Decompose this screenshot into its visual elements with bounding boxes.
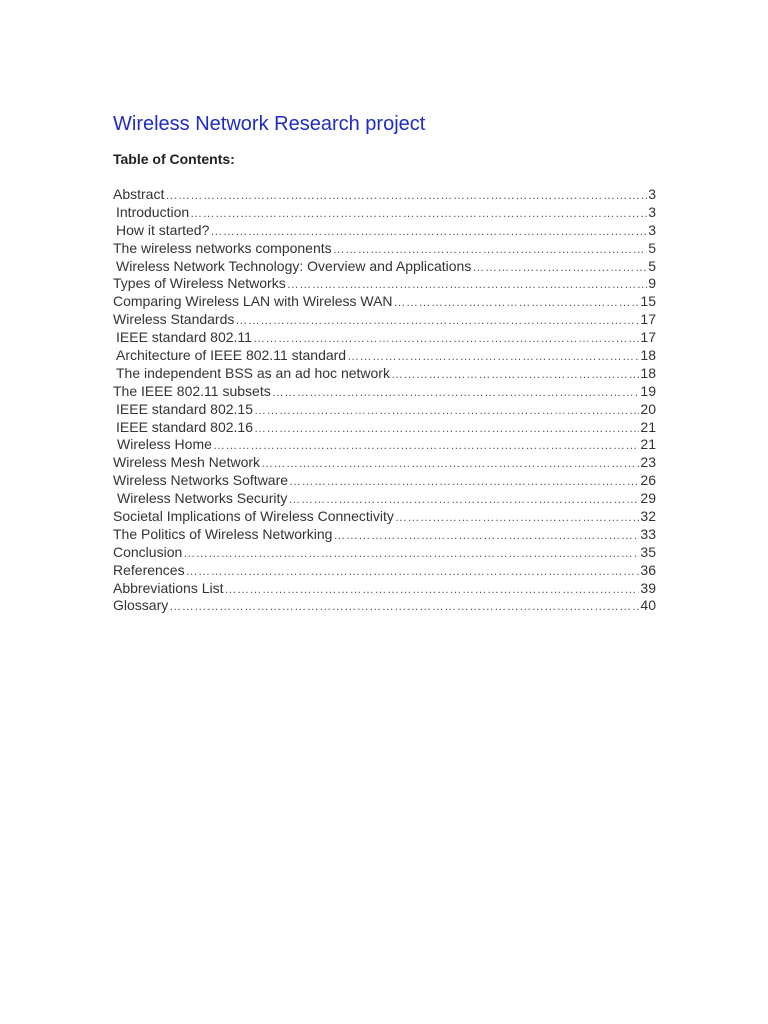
toc-entry-page-number: 17 xyxy=(640,329,656,346)
toc-entry-title: IEEE standard 802.11 xyxy=(116,329,252,346)
toc-dot-leader xyxy=(225,581,640,598)
toc-entry-page-number: 39 xyxy=(640,579,656,596)
toc-entry-title: Wireless Network Technology: Overview and Applications xyxy=(116,257,472,274)
toc-entry[interactable] xyxy=(113,472,656,490)
toc-entry[interactable] xyxy=(113,240,656,258)
toc-entry-title: Types of Wireless Networks xyxy=(113,275,286,292)
toc-entry[interactable] xyxy=(113,222,656,240)
toc-entry-page-number: 5 xyxy=(648,257,656,274)
toc-entry[interactable] xyxy=(113,508,656,526)
toc-entry-title: How it started? xyxy=(116,221,210,238)
toc-entry-title: Abbreviations List xyxy=(113,579,224,596)
toc-entry[interactable] xyxy=(113,436,656,454)
toc-dot-leader xyxy=(210,223,647,240)
toc-entry-page-number: 35 xyxy=(640,543,656,560)
toc-dot-leader xyxy=(272,384,640,401)
toc-entry[interactable] xyxy=(113,401,656,419)
toc-entry-title: Introduction xyxy=(116,203,190,220)
toc-entry[interactable] xyxy=(113,275,656,293)
toc-heading: Table of Contents: xyxy=(113,151,235,167)
toc-dot-leader xyxy=(394,294,640,311)
toc-dot-leader xyxy=(289,473,639,490)
toc-entry-title: Wireless Networks Software xyxy=(113,472,289,489)
toc-dot-leader xyxy=(254,402,639,419)
toc-dot-leader xyxy=(213,437,640,454)
toc-entry-title: Comparing Wireless LAN with Wireless WAN xyxy=(113,293,393,310)
document-title: Wireless Network Research project xyxy=(113,113,426,135)
toc-entry-title: Conclusion xyxy=(113,543,183,560)
toc-entry-page-number: 3 xyxy=(648,203,656,220)
toc-entry-page-number: 23 xyxy=(640,454,656,471)
toc-entry-page-number: 17 xyxy=(640,311,656,328)
toc-entry-page-number: 21 xyxy=(640,418,656,435)
toc-dot-leader xyxy=(169,598,639,615)
toc-entry-page-number: 18 xyxy=(640,347,656,364)
toc-entry-page-number: 5 xyxy=(648,239,656,256)
toc-dot-leader xyxy=(395,509,640,526)
toc-entry[interactable] xyxy=(113,365,656,383)
toc-entry[interactable] xyxy=(113,526,656,544)
toc-entry[interactable] xyxy=(113,329,656,347)
toc-entry-title: Abstract xyxy=(113,186,165,202)
toc-entry[interactable] xyxy=(113,293,656,311)
toc-entry-title: The wireless networks components xyxy=(113,239,332,256)
toc-dot-leader xyxy=(347,348,639,365)
toc-dot-leader xyxy=(183,545,639,562)
table-of-contents xyxy=(113,186,656,615)
toc-dot-leader xyxy=(472,259,647,276)
toc-entry-page-number: 19 xyxy=(640,382,656,399)
toc-entry-title: The Politics of Wireless Networking xyxy=(113,525,333,542)
toc-entry-page-number: 40 xyxy=(640,597,656,614)
toc-dot-leader xyxy=(165,187,647,204)
toc-entry-page-number: 33 xyxy=(640,525,656,542)
toc-entry-page-number: 21 xyxy=(640,436,656,453)
toc-entry-title: Glossary xyxy=(113,597,169,614)
toc-entry-page-number: 15 xyxy=(640,293,656,310)
toc-dot-leader xyxy=(391,366,639,383)
toc-entry-page-number: 26 xyxy=(640,472,656,489)
toc-entry-page-number: 3 xyxy=(648,221,656,238)
toc-dot-leader xyxy=(288,491,639,508)
toc-entry[interactable] xyxy=(113,186,656,204)
toc-entry[interactable] xyxy=(113,311,656,329)
toc-entry-title: Wireless Networks Security xyxy=(117,490,288,507)
toc-entry[interactable] xyxy=(113,544,656,562)
toc-dot-leader xyxy=(235,312,639,329)
toc-dot-leader xyxy=(287,276,647,293)
toc-entry-title: References xyxy=(113,561,185,578)
toc-entry-title: IEEE standard 802.16 xyxy=(116,418,253,435)
toc-entry[interactable] xyxy=(113,490,656,508)
toc-entry-title: The IEEE 802.11 subsets xyxy=(113,382,271,399)
toc-dot-leader xyxy=(253,330,639,347)
toc-entry[interactable] xyxy=(113,347,656,365)
toc-dot-leader xyxy=(333,527,639,544)
toc-dot-leader xyxy=(261,455,639,472)
toc-entry-title: The independent BSS as an ad hoc network xyxy=(116,364,390,381)
toc-dot-leader xyxy=(254,420,639,437)
toc-entry[interactable] xyxy=(113,258,656,276)
toc-entry-title: Wireless Standards xyxy=(113,311,235,328)
toc-entry-title: Architecture of IEEE 802.11 standard xyxy=(116,347,347,364)
toc-entry-title: Wireless Mesh Network xyxy=(113,454,261,471)
toc-entry[interactable] xyxy=(113,419,656,437)
toc-dot-leader xyxy=(186,563,640,580)
toc-entry-page-number: 32 xyxy=(640,508,656,525)
toc-entry[interactable] xyxy=(113,454,656,472)
toc-entry-page-number: 36 xyxy=(640,561,656,578)
toc-entry-page-number: 9 xyxy=(648,275,656,292)
toc-entry-title: IEEE standard 802.15 xyxy=(116,400,253,417)
toc-entry-page-number: 3 xyxy=(648,186,656,202)
toc-entry-page-number: 29 xyxy=(640,490,656,507)
toc-entry[interactable] xyxy=(113,383,656,401)
toc-entry[interactable] xyxy=(113,562,656,580)
toc-entry-page-number: 18 xyxy=(640,364,656,381)
toc-dot-leader xyxy=(333,241,648,258)
toc-entry-page-number: 20 xyxy=(640,400,656,417)
toc-entry-title: Societal Implications of Wireless Connectivity xyxy=(113,508,394,525)
toc-entry[interactable] xyxy=(113,597,656,615)
toc-entry[interactable] xyxy=(113,204,656,222)
toc-entry[interactable] xyxy=(113,580,656,598)
toc-dot-leader xyxy=(190,205,647,222)
toc-entry-title: Wireless Home xyxy=(117,436,212,453)
